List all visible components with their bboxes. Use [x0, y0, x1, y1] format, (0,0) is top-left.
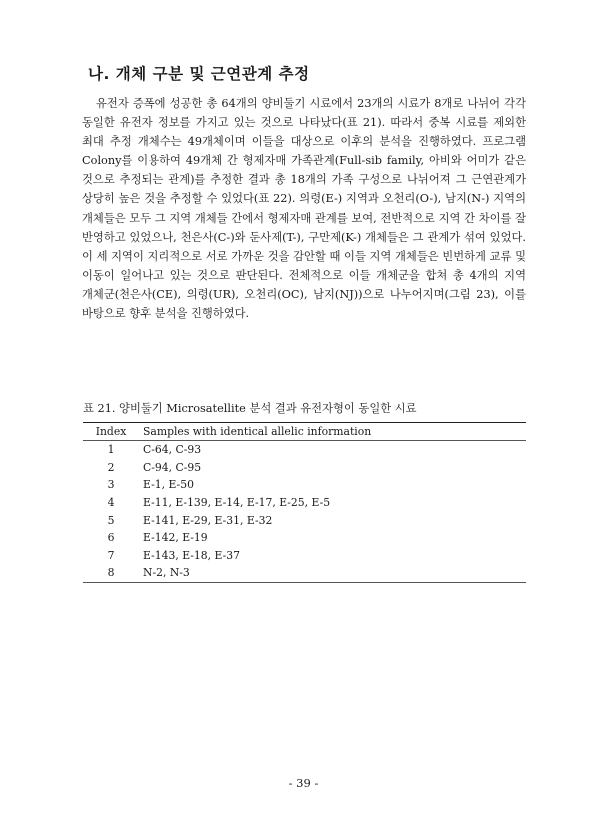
row-index: 4 [107, 496, 115, 510]
paragraph-text: 유전자 증폭에 성공한 총 64개의 양비둘기 시료에서 23개의 시료가 8개로 나뉘어 각각 동일한 유전자 정보를 가지고 있는 것으로 나타났다(표 21). 따라서 중복 시료를 제외한 최대 추정 개체수는 49개체이며 이들을 대상으로 이후의 분석을 진행하였다. 프로그램 Colony를 이용하여 49개체 간 형제자매 가족관계(Full-sib family, 아비와 어미가 같은 것으로 추정되는 관계)를 추정한 결과 총 18개의 가족 구성으로 나뉘어져 그 근연관계가 상당히 높은 것을 추정할 수 있었다(표 22). 의령(E-) 지역과 오천리(O-), 남지(N-) 지역의 개체들은 모두 그 지역 개체들 간에서 형제자매 관계를 보여, 전반적으로 지역 간 차이를 잘 반영하고 있었으나, 천은사(C-)와 둔사제(T-), 구만제(K-) 개체들은 그 관계가 섞여 있었다. 이 세 지역이 지리적으로 서로 가까운 것을 감안할 때 이들 지역 개체들은 빈번하게 교류 및 이동이 일어나고 있는 것으로 판단된다. 전체적으로 이들 개체군을 합쳐 총 4개의 지역 개체군(천은사(CE), 의령(UR), 오천리(OC), 남지(NJ))으로 나누어지며(그림 23), 이를 바탕으로 향후 분석을 진행하였다. [82, 97, 526, 321]
table-row [83, 529, 526, 547]
row-samples: C-94, C-95 [143, 460, 202, 474]
row-samples: E-1, E-50 [143, 478, 194, 492]
row-samples: E-142, E-19 [143, 531, 208, 545]
page-number: - 39 - [288, 776, 319, 790]
body-paragraph [82, 94, 526, 323]
table-row [83, 476, 526, 494]
row-samples: C-64, C-93 [143, 443, 202, 457]
row-index: 6 [107, 531, 115, 545]
table-row [83, 547, 526, 565]
row-index: 8 [107, 566, 115, 580]
row-samples: E-141, E-29, E-31, E-32 [143, 513, 273, 527]
row-index: 3 [107, 478, 115, 492]
section-heading: 나. 개체 구분 및 근연관계 추정 [88, 65, 310, 83]
row-samples: E-143, E-18, E-37 [143, 548, 241, 562]
row-index: 7 [107, 548, 115, 562]
row-index: 1 [107, 443, 115, 457]
row-samples: N-2, N-3 [143, 566, 190, 580]
table-row [83, 511, 526, 529]
table-row [83, 459, 526, 477]
table-row [83, 564, 526, 582]
header-index: Index [95, 425, 127, 438]
row-samples: E-11, E-139, E-14, E-17, E-25, E-5 [143, 496, 331, 510]
identical-samples-table [83, 422, 526, 583]
row-index: 5 [107, 513, 115, 527]
table-row [83, 441, 526, 459]
header-samples: Samples with identical allelic information [143, 425, 372, 438]
table-caption: 표 21. 양비둘기 Microsatellite 분석 결과 유전자형이 동일한 시료 [83, 402, 417, 415]
table-header-row [83, 423, 526, 441]
row-index: 2 [107, 460, 115, 474]
table-row [83, 494, 526, 512]
